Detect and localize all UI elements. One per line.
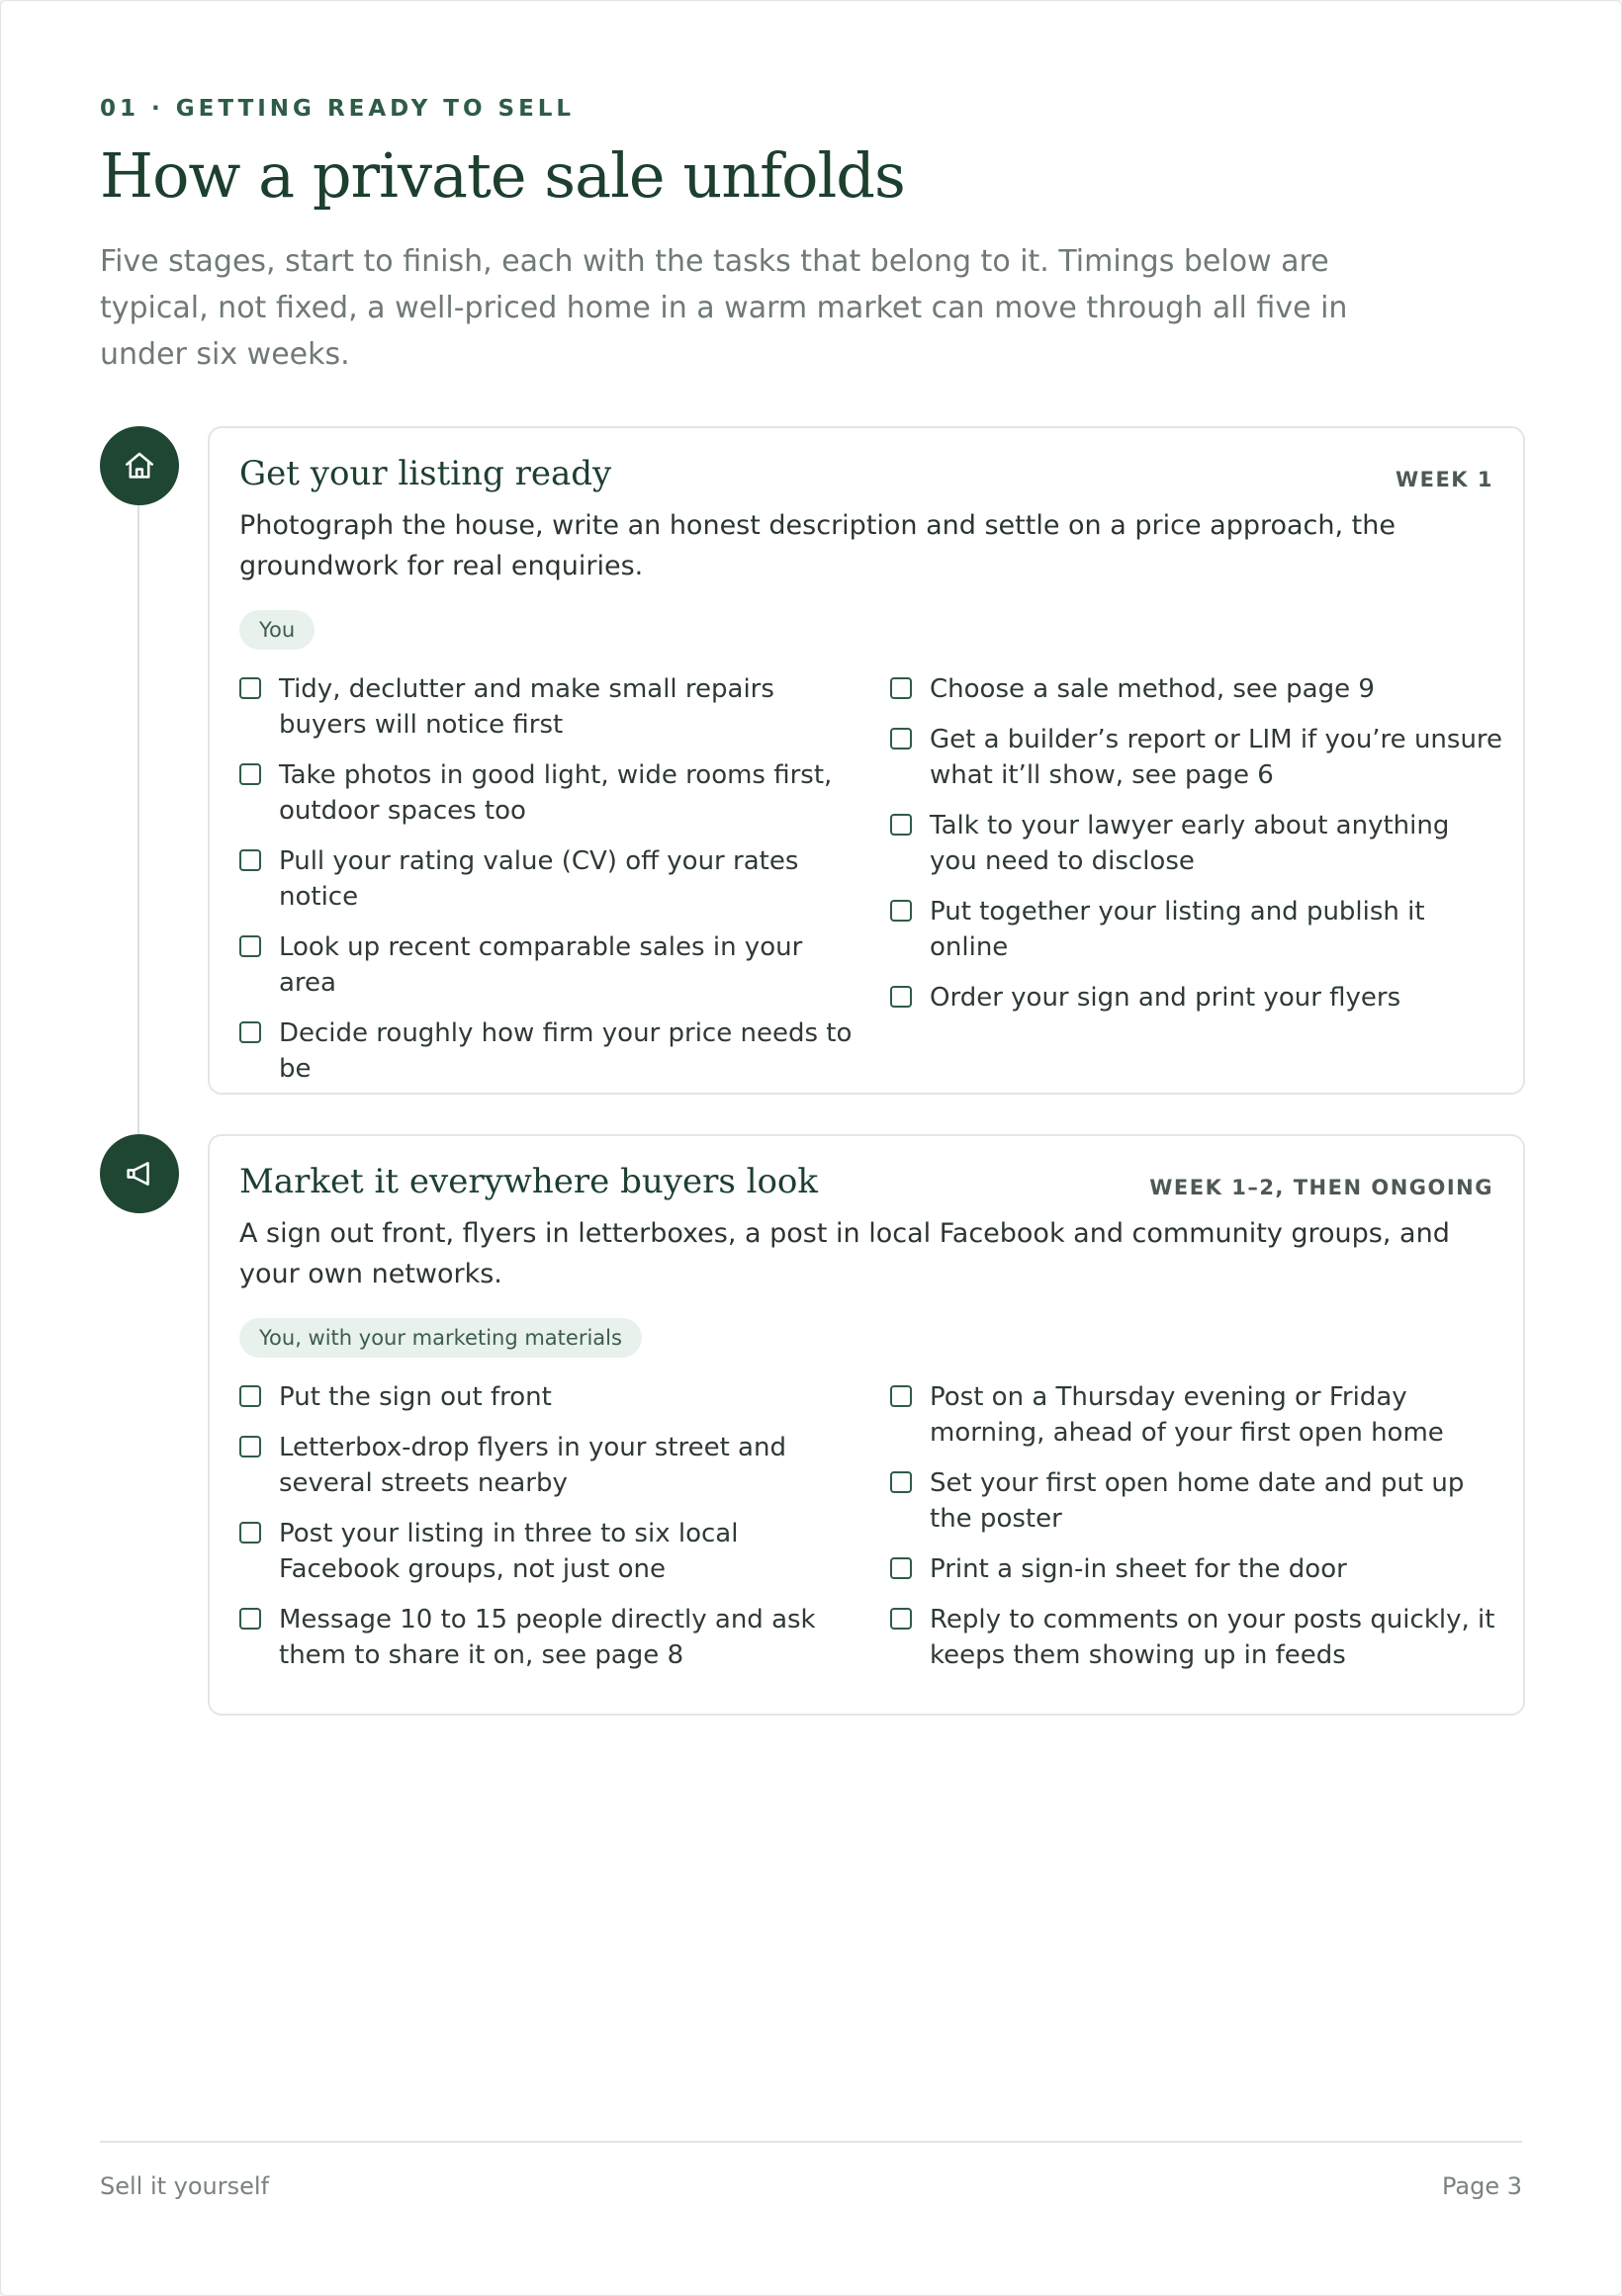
task-label: Reply to comments on your posts quickly, it keeps them showing up in feeds [930, 1605, 1495, 1670]
task-item[interactable] [890, 1465, 1503, 1537]
task-list-right [890, 671, 1503, 1030]
task-item[interactable] [890, 894, 1503, 965]
task-item[interactable] [890, 722, 1503, 793]
home-icon [100, 426, 179, 505]
task-item[interactable] [239, 1379, 853, 1415]
checkbox[interactable] [239, 935, 261, 957]
task-list-left [239, 1379, 853, 1688]
task-item[interactable] [239, 1430, 853, 1501]
checkbox[interactable] [239, 677, 261, 699]
task-label: Post on a Thursday evening or Friday morning, ahead of your first open home [930, 1382, 1444, 1448]
task-item[interactable] [239, 843, 853, 915]
checkbox[interactable] [890, 1385, 912, 1407]
page-title: How a private sale unfolds [100, 139, 905, 212]
stage-description: A sign out front, flyers in letterboxes, a post in local Facebook and community groups, and your own networks. [239, 1218, 1450, 1289]
checkbox[interactable] [890, 1471, 912, 1493]
stage-title: Market it everywhere buyers look [239, 1162, 819, 1201]
stage-timing: WEEK 1–2, THEN ONGOING [1149, 1176, 1493, 1199]
checkbox[interactable] [890, 728, 912, 750]
checkbox[interactable] [239, 1608, 261, 1630]
task-label: Look up recent comparable sales in your area [279, 932, 803, 998]
checkbox[interactable] [239, 763, 261, 785]
task-label: Set your first open home date and put up the poster [930, 1468, 1465, 1534]
task-label: Put the sign out front [279, 1382, 552, 1412]
stage-card-listing-ready [208, 426, 1525, 1095]
checkbox[interactable] [239, 1522, 261, 1544]
footer-page-number: Page 3 [1442, 2172, 1522, 2200]
stage-timing: WEEK 1 [1395, 468, 1493, 491]
intro-paragraph: Five stages, start to finish, each with the tasks that belong to it. Timings below are typical, not fixed, a well-priced home in a warm market can move through all five in under six weeks. [100, 244, 1348, 372]
task-item[interactable] [890, 1551, 1503, 1587]
task-item[interactable] [239, 1016, 853, 1087]
task-label: Decide roughly how firm your price needs to be [279, 1018, 853, 1084]
task-label: Post your listing in three to six local Facebook groups, not just one [279, 1519, 739, 1584]
stage-owner-tag: You, with your marketing materials [239, 1318, 642, 1358]
task-list-right [890, 1379, 1503, 1688]
task-label: Message 10 to 15 people directly and ask them to share it on, see page 8 [279, 1605, 816, 1670]
checkbox[interactable] [890, 1608, 912, 1630]
stage-title: Get your listing ready [239, 454, 612, 493]
task-item[interactable] [239, 757, 853, 829]
checkbox[interactable] [890, 986, 912, 1008]
task-item[interactable] [890, 980, 1503, 1016]
footer-divider [100, 2141, 1522, 2143]
stage-card-marketing [208, 1134, 1525, 1716]
task-label: Get a builder’s report or LIM if you’re unsure what it’ll show, see page 6 [930, 725, 1503, 790]
task-label: Tidy, declutter and make small repairs buyers will notice first [279, 674, 774, 740]
task-label: Order your sign and print your flyers [930, 983, 1401, 1013]
checkbox[interactable] [890, 677, 912, 699]
stage-description: Photograph the house, write an honest description and settle on a price approach, the groundwork for real enquiries. [239, 510, 1396, 581]
checkbox[interactable] [239, 1436, 261, 1457]
task-label: Choose a sale method, see page 9 [930, 674, 1375, 704]
task-label: Put together your listing and publish it online [930, 897, 1425, 962]
task-item[interactable] [239, 929, 853, 1001]
checkbox[interactable] [239, 849, 261, 871]
task-item[interactable] [239, 671, 853, 743]
task-item[interactable] [890, 808, 1503, 879]
task-item[interactable] [890, 1379, 1503, 1451]
task-label: Print a sign-in sheet for the door [930, 1554, 1347, 1584]
task-item[interactable] [239, 1516, 853, 1587]
task-item[interactable] [890, 1602, 1503, 1673]
stage-owner-tag: You [239, 610, 315, 650]
task-label: Letterbox-drop flyers in your street and several streets nearby [279, 1433, 786, 1498]
checkbox[interactable] [890, 1557, 912, 1579]
footer-publication-name: Sell it yourself [100, 2172, 270, 2200]
task-item[interactable] [890, 671, 1503, 707]
task-item[interactable] [239, 1602, 853, 1673]
task-label: Talk to your lawyer early about anything you need to disclose [930, 811, 1450, 876]
megaphone-icon [100, 1134, 179, 1213]
checkbox[interactable] [890, 900, 912, 922]
task-label: Pull your rating value (CV) off your rates notice [279, 846, 799, 912]
task-label: Take photos in good light, wide rooms first, outdoor spaces too [279, 760, 833, 826]
checkbox[interactable] [239, 1021, 261, 1043]
timeline-rail [137, 466, 139, 1178]
section-eyebrow: 01 · GETTING READY TO SELL [100, 96, 576, 122]
checkbox[interactable] [239, 1385, 261, 1407]
task-list-left [239, 671, 853, 1102]
checkbox[interactable] [890, 814, 912, 836]
